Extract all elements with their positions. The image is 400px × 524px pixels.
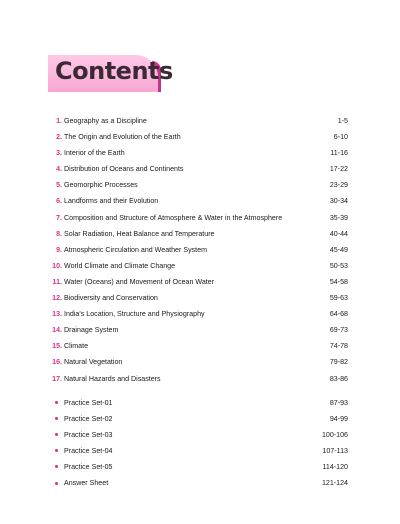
toc-entry-practice[interactable]: [48, 443, 348, 459]
chapter-title: India's Location, Structure and Physiography: [64, 310, 205, 319]
chapter-title: Geography as a Discipline: [64, 117, 147, 125]
page-range: 11-16: [330, 149, 348, 158]
contents-heading-banner: [48, 55, 173, 92]
section-gap: [48, 387, 348, 395]
page-range: 100-106: [321, 430, 348, 439]
chapter-number: 14.: [52, 326, 62, 335]
chapter-title: Climate: [64, 342, 89, 351]
toc-entry[interactable]: [48, 226, 348, 242]
chapter-title: Solar Radiation, Heat Balance and Temperature: [64, 229, 215, 238]
chapter-title: Interior of the Earth: [64, 149, 125, 158]
toc-entry-practice[interactable]: [48, 411, 348, 427]
chapter-number: 10.: [52, 261, 62, 270]
page-range: 35-39: [329, 213, 348, 222]
chapter-title: Biodiversity and Conservation: [64, 294, 158, 303]
chapter-title: Atmospheric Circulation and Weather System: [64, 245, 207, 254]
toc-entry[interactable]: [48, 145, 348, 161]
page-range: 40-44: [329, 229, 348, 238]
chapter-number: 5.: [56, 181, 62, 190]
chapter-title: World Climate and Climate Change: [64, 261, 176, 270]
toc-entry[interactable]: [48, 354, 348, 370]
practice-title: Practice Set-05: [64, 462, 113, 471]
toc-entry[interactable]: [48, 338, 348, 354]
page-range: 6-10: [333, 133, 348, 142]
page-range: 54-58: [329, 277, 348, 286]
chapter-title: Natural Vegetation: [64, 358, 123, 367]
chapter-number: 7.: [56, 213, 62, 222]
page-range: 87-93: [329, 398, 348, 407]
page-range: 45-49: [329, 245, 348, 254]
page-range: 107-113: [322, 446, 348, 455]
toc-entry[interactable]: [48, 306, 348, 322]
page-range: 30-34: [329, 197, 348, 206]
chapter-number: 13.: [52, 310, 62, 319]
chapter-number: 12.: [52, 294, 62, 303]
chapter-title: Landforms and their Evolution: [64, 197, 159, 206]
toc-entry[interactable]: [48, 129, 348, 145]
chapter-number: 2.: [56, 133, 62, 142]
practice-list: [48, 395, 348, 492]
practice-title: Practice Set-03: [64, 430, 113, 439]
bullet-icon: [55, 417, 58, 420]
chapter-number: 9.: [56, 245, 62, 254]
toc-entry-practice[interactable]: [48, 459, 348, 475]
page-range: 17-22: [329, 165, 348, 174]
practice-title: Practice Set-04: [64, 446, 113, 455]
toc-entry-practice[interactable]: [48, 395, 348, 411]
chapter-title: Drainage System: [64, 326, 119, 335]
practice-title: Practice Set-02: [64, 414, 113, 423]
toc-entry[interactable]: [48, 161, 348, 177]
chapter-number: 3.: [56, 149, 62, 158]
chapter-number: 17.: [52, 374, 62, 383]
page-range: 79-82: [329, 358, 348, 367]
page-title: Contents: [55, 57, 173, 85]
chapter-title: Natural Hazards and Disasters: [64, 374, 161, 383]
bullet-icon: [55, 433, 58, 436]
bullet-icon: [55, 401, 58, 404]
bullet-icon: [55, 449, 58, 452]
toc-entry[interactable]: [48, 258, 348, 274]
toc-entry[interactable]: [48, 290, 348, 306]
toc-entry[interactable]: [48, 242, 348, 258]
chapter-number: 4.: [56, 165, 62, 174]
chapter-number: 11.: [52, 277, 62, 286]
page-range: 59-63: [329, 294, 348, 303]
chapter-title: Composition and Structure of Atmosphere & Water in the Atmosphere: [64, 213, 283, 222]
bullet-icon: [55, 482, 58, 485]
table-of-contents: [48, 113, 348, 491]
chapter-number: 15.: [52, 342, 62, 351]
page-range: 94-99: [329, 414, 348, 423]
toc-entry[interactable]: [48, 177, 348, 193]
page-range: 121-124: [321, 479, 348, 488]
page-range: 1-5: [337, 117, 348, 125]
page-range: 50-53: [329, 261, 348, 270]
toc-entry[interactable]: [48, 210, 348, 226]
page-range: 114-120: [322, 462, 348, 471]
toc-entry[interactable]: [48, 371, 348, 387]
chapter-title: Distribution of Oceans and Continents: [64, 165, 184, 174]
chapter-number: 8.: [56, 229, 62, 238]
practice-title: Practice Set-01: [64, 398, 113, 407]
toc-entry[interactable]: [48, 322, 348, 338]
page-range: 64-68: [329, 310, 348, 319]
chapter-number: 16.: [52, 358, 62, 367]
page-range: 74-78: [329, 342, 348, 351]
practice-title: Answer Sheet: [64, 479, 109, 488]
toc-entry[interactable]: [48, 274, 348, 290]
chapter-number: 1.: [56, 117, 62, 125]
bullet-icon: [55, 465, 58, 468]
chapter-title: Geomorphic Processes: [64, 181, 138, 190]
page-range: 23-29: [329, 181, 348, 190]
page-range: 69-73: [329, 326, 348, 335]
toc-entry-practice[interactable]: [48, 427, 348, 443]
chapter-number: 6.: [56, 197, 62, 206]
toc-entry-practice[interactable]: [48, 475, 348, 491]
chapter-title: Water (Oceans) and Movement of Ocean Water: [64, 277, 215, 286]
toc-entry[interactable]: [48, 193, 348, 209]
page-range: 83-86: [329, 374, 348, 383]
chapter-list: [48, 113, 348, 387]
toc-entry[interactable]: [48, 113, 348, 129]
chapter-title: The Origin and Evolution of the Earth: [64, 133, 181, 142]
